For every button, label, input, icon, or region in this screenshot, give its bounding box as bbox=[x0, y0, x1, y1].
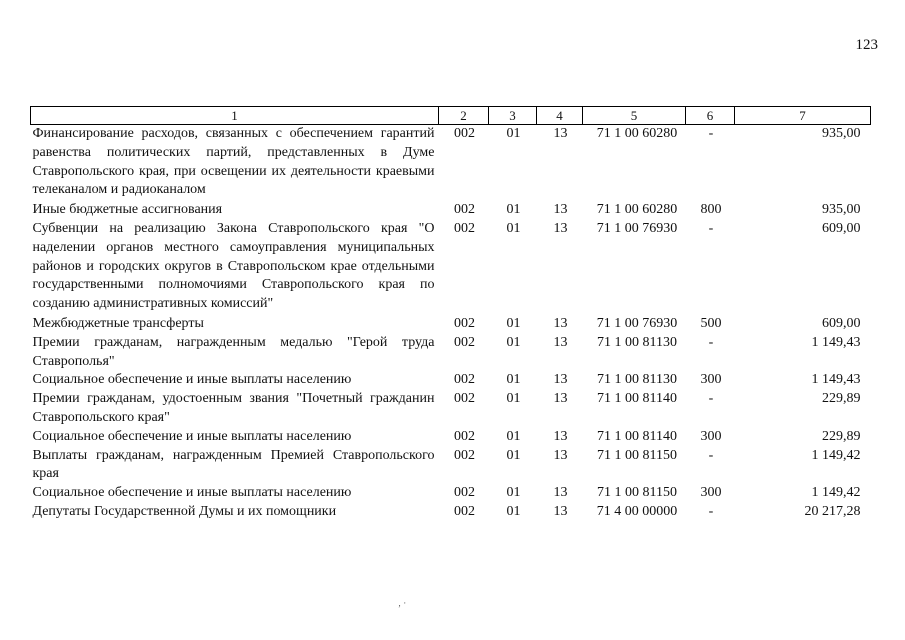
row-target-article: 71 1 00 81150 bbox=[597, 485, 677, 501]
scan-artifact-mark: ‚ · bbox=[398, 598, 407, 608]
row-amount: 229,89 bbox=[822, 428, 861, 444]
row-subsection-code: 13 bbox=[553, 428, 568, 444]
row-amount: 1 149,43 bbox=[811, 334, 861, 350]
table-row bbox=[31, 428, 871, 447]
row-subsection-code: 13 bbox=[553, 447, 568, 463]
table-row bbox=[31, 484, 871, 503]
row-expense-type: - bbox=[708, 334, 714, 350]
row-amount: 935,00 bbox=[822, 202, 861, 218]
row-ministry-code: 002 bbox=[454, 334, 475, 350]
row-section-code: 01 bbox=[506, 447, 521, 463]
row-expense-type: - bbox=[708, 126, 714, 141]
row-subsection-code: 13 bbox=[553, 503, 568, 519]
row-section-code: 01 bbox=[506, 372, 521, 388]
header-col-3: 3 bbox=[489, 107, 537, 125]
row-ministry-code: 002 bbox=[454, 315, 475, 331]
row-target-article: 71 1 00 60280 bbox=[596, 202, 678, 218]
row-ministry-code: 002 bbox=[454, 503, 475, 519]
row-target-article: 71 1 00 60280 bbox=[596, 126, 678, 141]
row-section-code: 01 bbox=[506, 334, 521, 350]
row-description: Социальное обеспечение и иные выплаты населению bbox=[32, 428, 352, 444]
header-col-6: 6 bbox=[686, 107, 735, 125]
row-target-article: 71 1 00 81150 bbox=[597, 447, 677, 463]
table-row bbox=[31, 315, 871, 334]
row-amount: 1 149,42 bbox=[811, 447, 861, 463]
row-target-article: 71 1 00 76930 bbox=[596, 220, 678, 236]
table-row bbox=[31, 334, 871, 372]
row-section-code: 01 bbox=[506, 220, 521, 236]
row-expense-type: - bbox=[708, 503, 714, 519]
row-amount: 609,00 bbox=[822, 315, 861, 331]
budget-table bbox=[30, 106, 871, 522]
row-section-code: 01 bbox=[506, 315, 521, 331]
header-col-7: 7 bbox=[735, 107, 871, 125]
row-subsection-code: 13 bbox=[553, 334, 568, 350]
row-amount: 20 217,28 bbox=[804, 503, 861, 519]
table-row bbox=[31, 125, 871, 202]
row-ministry-code: 002 bbox=[454, 372, 475, 388]
row-section-code: 01 bbox=[506, 503, 521, 519]
page-number: 123 bbox=[855, 37, 878, 53]
row-expense-type: 500 bbox=[700, 315, 722, 331]
header-col-2: 2 bbox=[439, 107, 489, 125]
row-section-code: 01 bbox=[506, 428, 521, 444]
row-ministry-code: 002 bbox=[454, 202, 475, 218]
row-description: Иные бюджетные ассигнования bbox=[32, 202, 223, 218]
row-expense-type: 300 bbox=[700, 485, 722, 501]
row-target-article: 71 1 00 81130 bbox=[597, 334, 677, 350]
row-amount: 229,89 bbox=[822, 391, 861, 407]
row-description: Премии гражданам, награжденным медалью "Герой труда Ставрополья" bbox=[32, 334, 435, 369]
table-row bbox=[31, 390, 871, 428]
header-col-4: 4 bbox=[537, 107, 583, 125]
table-row bbox=[31, 371, 871, 390]
row-subsection-code: 13 bbox=[553, 372, 568, 388]
row-ministry-code: 002 bbox=[454, 391, 475, 407]
row-expense-type: - bbox=[708, 447, 714, 463]
row-amount: 1 149,43 bbox=[811, 372, 861, 388]
row-expense-type: 300 bbox=[700, 372, 722, 388]
row-subsection-code: 13 bbox=[553, 391, 568, 407]
row-description: Финансирование расходов, связанных с обеспечением гарантий равенства политических партий, представленных в Думе Ставропольского края, при освещении их деятельности краевыми телеканалом и радиоканалом bbox=[32, 126, 435, 198]
header-col-1: 1 bbox=[31, 107, 439, 125]
row-ministry-code: 002 bbox=[454, 220, 475, 236]
row-amount: 935,00 bbox=[822, 126, 861, 141]
row-expense-type: 800 bbox=[700, 202, 722, 218]
row-expense-type: - bbox=[708, 220, 714, 236]
row-section-code: 01 bbox=[506, 126, 521, 141]
table-row bbox=[31, 447, 871, 485]
row-subsection-code: 13 bbox=[553, 485, 568, 501]
row-target-article: 71 1 00 76930 bbox=[596, 315, 678, 331]
row-section-code: 01 bbox=[506, 391, 521, 407]
row-subsection-code: 13 bbox=[553, 220, 568, 236]
row-section-code: 01 bbox=[506, 202, 521, 218]
row-expense-type: - bbox=[708, 391, 714, 407]
row-target-article: 71 1 00 81140 bbox=[597, 428, 677, 444]
header-col-5: 5 bbox=[583, 107, 686, 125]
row-amount: 609,00 bbox=[822, 220, 861, 236]
row-amount: 1 149,42 bbox=[811, 485, 861, 501]
row-subsection-code: 13 bbox=[553, 126, 568, 141]
row-description: Депутаты Государственной Думы и их помощники bbox=[32, 503, 337, 519]
row-ministry-code: 002 bbox=[454, 485, 475, 501]
header-row bbox=[31, 107, 871, 125]
row-description: Межбюджетные трансферты bbox=[32, 315, 204, 331]
table-row bbox=[31, 503, 871, 522]
row-ministry-code: 002 bbox=[454, 428, 475, 444]
row-description: Выплаты гражданам, награжденным Премией Ставропольского края bbox=[32, 447, 435, 482]
row-target-article: 71 1 00 81130 bbox=[597, 372, 677, 388]
row-subsection-code: 13 bbox=[553, 202, 568, 218]
row-subsection-code: 13 bbox=[553, 315, 568, 331]
row-target-article: 71 4 00 00000 bbox=[596, 503, 678, 519]
row-description: Социальное обеспечение и иные выплаты населению bbox=[32, 485, 352, 501]
row-ministry-code: 002 bbox=[454, 126, 475, 141]
row-ministry-code: 002 bbox=[454, 447, 475, 463]
row-section-code: 01 bbox=[506, 485, 521, 501]
row-description: Субвенции на реализацию Закона Ставропольского края "О наделении органов местного самоуправления муниципальных районов и городских округов в Ставропольском крае отдельными государственными полномочиями Ставропольского края по созданию административных комиссий" bbox=[32, 220, 435, 312]
row-target-article: 71 1 00 81140 bbox=[597, 391, 677, 407]
table-row bbox=[31, 201, 871, 220]
row-description: Премии гражданам, удостоенным звания "Почетный гражданин Ставропольского края" bbox=[32, 391, 435, 425]
row-expense-type: 300 bbox=[700, 428, 722, 444]
row-description: Социальное обеспечение и иные выплаты населению bbox=[32, 372, 352, 388]
table-row bbox=[31, 220, 871, 315]
